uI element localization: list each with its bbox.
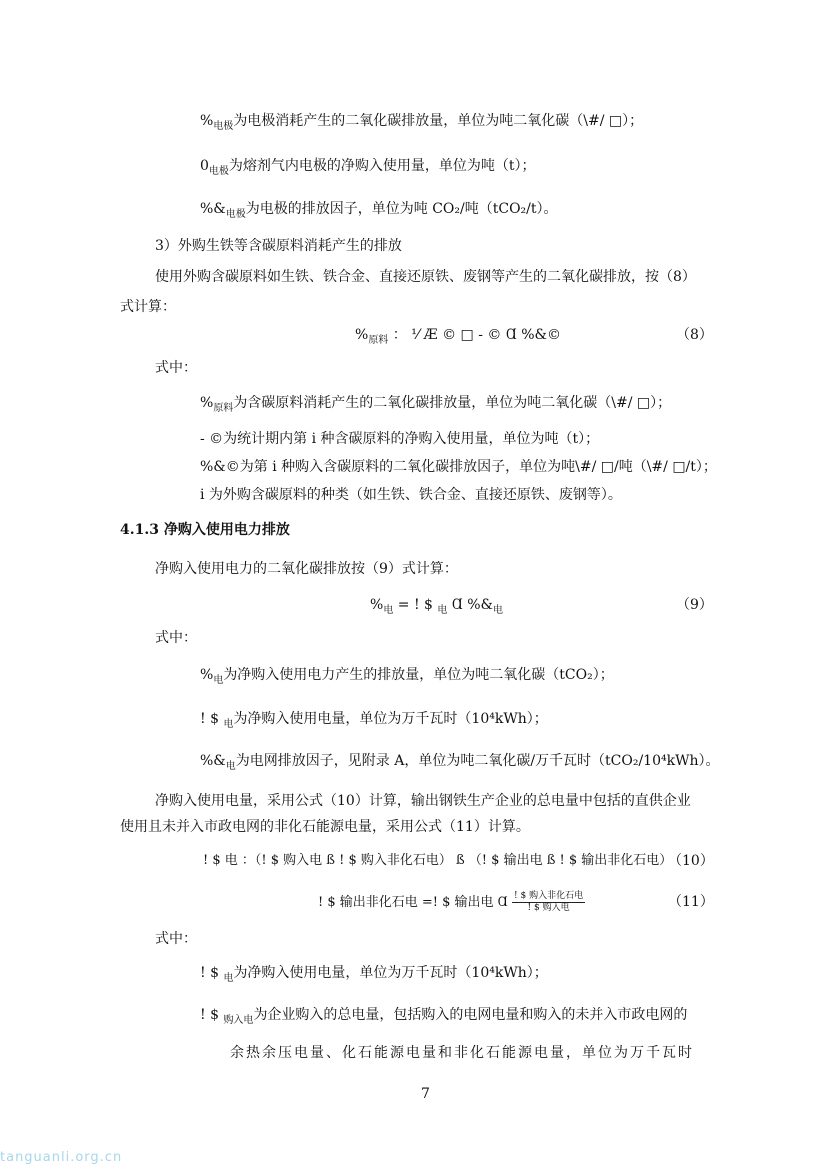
- text: 为净购入使用电量，单位为万千瓦时（10⁴kWh）；: [233, 965, 548, 981]
- text-line: [200, 710, 548, 730]
- symbol: %&: [200, 753, 226, 769]
- subscript: 电: [223, 973, 234, 984]
- text-line: [200, 200, 558, 220]
- text-line: [200, 112, 643, 132]
- text: 为电极消耗产生的二氧化碳排放量，单位为吨二氧化碳（\#/ □）；: [233, 113, 644, 129]
- subscript: 原料: [213, 403, 234, 414]
- where-label: 式中：: [155, 630, 197, 646]
- text-line: 余热余压电量、化石能源电量和非化石能源电量，单位为万千瓦时: [230, 1045, 694, 1061]
- symbol: %: [200, 667, 214, 683]
- text-line: [200, 1006, 687, 1026]
- text-line: [200, 752, 720, 772]
- equation-number: （10）: [668, 853, 714, 869]
- equation-number: （11）: [668, 894, 714, 910]
- subscript: 电: [493, 605, 504, 616]
- equation-body: ： ⅟ Æ © □ - © Ɑ %&©: [388, 327, 562, 343]
- fraction-numerator: ! $ 购入非化石电: [514, 891, 584, 901]
- text-line: [200, 666, 614, 686]
- text: 为电极的排放因子，单位为吨 CO₂/吨（tCO₂/t）。: [245, 201, 558, 217]
- equation-number: （9）: [676, 597, 713, 613]
- text-line: %&©为第 i 种购入含碳原料的二氧化碳排放因子，单位为吨\#/ □/吨（\#/ □/t）；: [200, 459, 717, 475]
- text: 为电网排放因子，见附录 A，单位为吨二氧化碳/万千瓦时（tCO₂/10⁴kWh）。: [235, 753, 720, 769]
- text: 为净购入使用电力产生的排放量，单位为吨二氧化碳（tCO₂）；: [223, 667, 614, 683]
- text: 为企业购入的总电量，包括购入的电网电量和购入的未并入市政电网的: [253, 1007, 688, 1023]
- text: 为熔剂气内电极的净购入使用量，单位为吨（t）；: [228, 158, 536, 174]
- list-heading: 3）外购生铁等含碳原料消耗产生的排放: [155, 238, 402, 254]
- where-label: 式中：: [155, 931, 197, 947]
- symbol: %: [200, 113, 214, 129]
- equation-8: [355, 326, 561, 346]
- subscript: 电极: [208, 166, 229, 177]
- text: 为净购入使用电量，单位为万千瓦时（10⁴kWh）；: [233, 711, 548, 727]
- fraction: [512, 891, 585, 914]
- paragraph-line: 净购入使用电力的二氧化碳排放按（9）式计算：: [155, 561, 458, 577]
- text-line: i 为外购含碳原料的种类（如生铁、铁合金、直接还原铁、废钢等）。: [200, 487, 622, 503]
- fraction-denominator: ! $ 购入电: [527, 903, 570, 913]
- paragraph-line: 式计算：: [120, 299, 176, 315]
- page-number: 7: [421, 1086, 430, 1102]
- symbol: ! $: [200, 965, 224, 981]
- where-label: 式中：: [155, 360, 197, 376]
- equation-10: ! $ 电 ：（! $ 购入电 ß ! $ 购入非化石电） ß （! $ 输出电 ß ! $ 输出非化石电）: [203, 853, 673, 868]
- text-line: [200, 964, 548, 984]
- paragraph-line: 净购入使用电量，采用公式（10）计算，输出钢铁生产企业的总电量中包括的直供企业: [155, 793, 691, 809]
- equation-body: ! $ 输出非化石电 =! $ 输出电 Ɑ: [318, 895, 508, 910]
- subscript: 电: [437, 605, 448, 616]
- text-line: - ©为统计期内第 i 种含碳原料的净购入使用量，单位为吨（t）；: [200, 431, 600, 447]
- subscript: 电极: [213, 121, 234, 132]
- subscript: 购入电: [223, 1015, 254, 1026]
- watermark: tanguanli.org.cn: [0, 1150, 123, 1165]
- subscript: 电: [225, 761, 236, 772]
- symbol: %: [200, 395, 214, 411]
- text-line: [200, 394, 671, 414]
- equation-number: （8）: [676, 327, 713, 343]
- symbol: %: [355, 327, 369, 343]
- symbol: ! $: [200, 1007, 224, 1023]
- subscript: 电极: [225, 209, 246, 220]
- equation-body: = ! $: [393, 597, 438, 613]
- equation-9: [370, 596, 503, 616]
- text: 为含碳原料消耗产生的二氧化碳排放量，单位为吨二氧化碳（\#/ □）；: [233, 395, 672, 411]
- text-line: [200, 157, 536, 177]
- equation-11: [318, 891, 585, 914]
- section-heading: 4.1.3 净购入使用电力排放: [120, 522, 290, 538]
- subscript: 原料: [368, 335, 389, 346]
- symbol: 0: [200, 158, 209, 174]
- symbol: %: [370, 597, 384, 613]
- equation-body: Ɑ %&: [447, 597, 494, 613]
- paragraph-line: 使用且未并入市政电网的非化石能源电量，采用公式（11）计算。: [120, 819, 530, 835]
- subscript: 电: [213, 675, 224, 686]
- subscript: 电: [383, 605, 394, 616]
- paragraph-line: 使用外购含碳原料如生铁、铁合金、直接还原铁、废钢等产生的二氧化碳排放，按（8）: [155, 269, 696, 285]
- subscript: 电: [223, 719, 234, 730]
- symbol: %&: [200, 201, 226, 217]
- symbol: ! $: [200, 711, 224, 727]
